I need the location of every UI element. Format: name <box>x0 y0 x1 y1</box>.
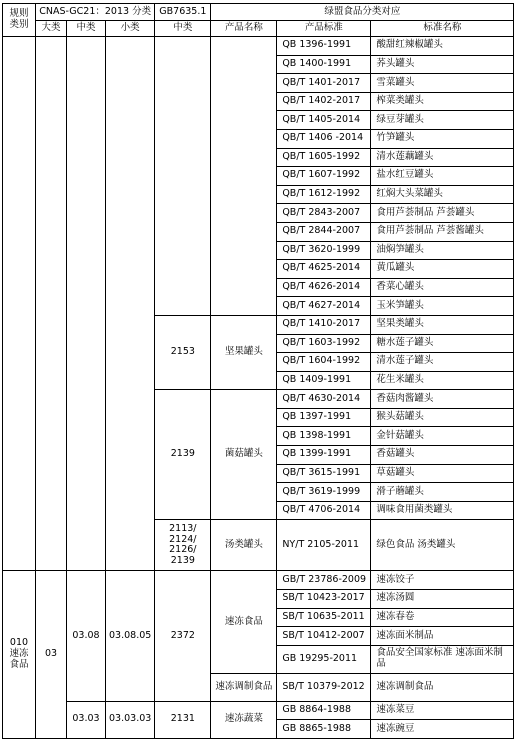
minor-cell <box>106 701 155 738</box>
minor-cell <box>106 571 155 701</box>
standard-name-cell-text: 速冻汤圆 <box>376 592 415 604</box>
standard-code-cell <box>277 204 371 223</box>
standard-code-cell-text: QB/T 1605-1992 <box>282 150 361 162</box>
standard-code-cell <box>277 483 371 502</box>
standard-name-cell <box>371 408 514 427</box>
standard-code-cell <box>277 446 371 465</box>
standard-code-cell <box>277 645 371 673</box>
middle-cell-text: 03.03 <box>72 713 100 725</box>
standard-name-cell-text: 速冻春卷 <box>376 610 415 622</box>
standard-name-cell <box>371 446 514 465</box>
standard-code-cell-text: QB/T 1401-2017 <box>282 76 361 88</box>
standard-code-cell <box>277 315 371 334</box>
standard-name-cell-text: 盐水红豆罐头 <box>376 169 434 181</box>
standard-code-cell <box>277 673 371 701</box>
major-cell-text: 03 <box>44 648 58 660</box>
header-row-2 <box>3 21 514 37</box>
standard-code-cell-text: QB/T 1604-1992 <box>282 355 361 367</box>
standard-name-cell-text: 食品安全国家标准 速冻面米制品 <box>376 647 503 670</box>
standard-code-cell-text: GB 8864-1988 <box>282 704 352 716</box>
standard-name-cell-text: 坚果类罐头 <box>376 318 424 330</box>
standard-name-cell-text: 绿色食品 汤类罐头 <box>376 538 456 550</box>
middle-cell-text: 03.08 <box>72 629 100 641</box>
standard-name-cell <box>371 501 514 520</box>
table-row <box>3 37 514 56</box>
standard-name-cell <box>371 673 514 701</box>
standard-name-cell-text: 调味食用菌类罐头 <box>376 504 453 516</box>
standard-code-cell <box>277 129 371 148</box>
standard-code-cell <box>277 278 371 297</box>
standard-code-cell <box>277 222 371 241</box>
product-name-cell <box>211 520 277 571</box>
standard-name-cell <box>371 627 514 646</box>
standard-code-cell-text: QB/T 2844-2007 <box>282 225 361 237</box>
standard-code-cell <box>277 241 371 260</box>
standard-code-cell <box>277 501 371 520</box>
product-name-cell-text: 速冻食品 <box>224 615 263 627</box>
standard-name-cell <box>371 185 514 204</box>
standard-name-cell <box>371 720 514 739</box>
standard-code-cell <box>277 408 371 427</box>
standard-name-cell <box>371 390 514 409</box>
standard-name-cell <box>371 129 514 148</box>
header-green: 绿盟食品分类对应 <box>211 4 514 21</box>
standard-name-cell-text: 竹笋罐头 <box>376 132 415 144</box>
standard-name-cell <box>371 334 514 353</box>
standard-code-cell-text: QB/T 3619-1999 <box>282 485 361 497</box>
gb-middle-cell <box>155 315 211 389</box>
standard-code-cell <box>277 37 371 56</box>
standard-code-cell-text: SB/T 10635-2011 <box>282 610 365 622</box>
standard-name-cell <box>371 92 514 111</box>
product-name-cell <box>211 315 277 389</box>
standard-code-cell-text: QB/T 1405-2014 <box>282 113 361 125</box>
standard-name-cell-text: 糖水莲子罐头 <box>376 336 434 348</box>
standard-code-cell <box>277 390 371 409</box>
gb-middle-cell-text: 2153 <box>170 346 195 358</box>
standard-name-cell-text: 食用芦荟制品 芦荟酱罐头 <box>376 225 484 237</box>
standard-name-cell <box>371 74 514 93</box>
product-name-cell-text: 速冻调制食品 <box>215 680 273 692</box>
standard-name-cell-text: 香菇肉酱罐头 <box>376 392 434 404</box>
standard-code-cell <box>277 297 371 316</box>
standard-code-cell-text: SB/T 10379-2012 <box>282 680 365 692</box>
standard-code-cell <box>277 334 371 353</box>
standard-code-cell <box>277 148 371 167</box>
gb-middle-cell-text: 2131 <box>170 713 195 725</box>
standard-name-cell-text: 清水莲子罐头 <box>376 355 434 367</box>
standard-name-cell <box>371 111 514 130</box>
standard-name-cell-text: 速冻豌豆 <box>376 722 415 734</box>
gb-middle-cell <box>155 390 211 520</box>
rule-category-cell <box>3 37 36 571</box>
standard-name-cell <box>371 241 514 260</box>
standard-name-cell <box>371 645 514 673</box>
standard-name-cell <box>371 608 514 627</box>
standard-code-cell-text: QB/T 3615-1991 <box>282 466 361 478</box>
standard-code-cell-text: QB/T 2843-2007 <box>282 206 361 218</box>
standard-name-cell <box>371 167 514 186</box>
standard-code-cell-text: QB 1400-1991 <box>282 57 352 69</box>
standard-code-cell-text: QB/T 1603-1992 <box>282 336 361 348</box>
standard-code-cell-text: QB 1397-1991 <box>282 411 352 423</box>
gb-middle-cell <box>155 37 211 316</box>
standard-name-cell <box>371 278 514 297</box>
standard-name-cell-text: 金针菇罐头 <box>376 429 424 441</box>
standard-name-cell <box>371 297 514 316</box>
header-product-name: 产品名称 <box>211 21 277 37</box>
product-name-cell <box>211 571 277 673</box>
standard-name-cell <box>371 571 514 590</box>
header-row-1 <box>3 4 514 21</box>
standard-code-cell <box>277 464 371 483</box>
standard-name-cell <box>371 222 514 241</box>
standard-code-cell <box>277 520 371 571</box>
standard-name-cell-text: 黄瓜罐头 <box>376 262 415 274</box>
product-name-cell-text: 坚果罐头 <box>224 346 263 358</box>
header-cnas: CNAS-GC21：2013 分类 <box>36 4 155 21</box>
standard-name-cell-text: 雪菜罐头 <box>376 76 415 88</box>
standard-code-cell <box>277 260 371 279</box>
standard-code-cell <box>277 185 371 204</box>
standard-name-cell <box>371 148 514 167</box>
standard-code-cell <box>277 427 371 446</box>
standard-code-cell-text: SB/T 10423-2017 <box>282 592 365 604</box>
standard-code-cell-text: GB/T 23786-2009 <box>282 573 367 585</box>
rule-category-cell <box>3 571 36 739</box>
standard-name-cell-text: 玉米笋罐头 <box>376 299 424 311</box>
standard-code-cell <box>277 720 371 739</box>
gb-middle-cell-text: 2139 <box>170 448 195 460</box>
standard-code-cell-text: QB/T 4706-2014 <box>282 504 361 516</box>
standard-name-cell <box>371 55 514 74</box>
standard-name-cell <box>371 371 514 390</box>
standard-code-cell-text: QB 1409-1991 <box>282 374 352 386</box>
header-minor: 小类 <box>106 21 155 37</box>
product-name-cell-text: 速冻蔬菜 <box>224 713 263 725</box>
page <box>2 3 514 739</box>
standard-name-cell-text: 草菇罐头 <box>376 466 415 478</box>
standard-name-cell <box>371 520 514 571</box>
gb-middle-cell <box>155 571 211 701</box>
minor-cell-text: 03.03.03 <box>109 713 152 725</box>
standard-code-cell <box>277 608 371 627</box>
standard-code-cell <box>277 92 371 111</box>
standard-code-cell-text: QB/T 3620-1999 <box>282 243 361 255</box>
standard-name-cell-text: 油焖笋罐头 <box>376 243 424 255</box>
standard-name-cell <box>371 204 514 223</box>
standard-code-cell-text: QB/T 4625-2014 <box>282 262 361 274</box>
header-rule-category: 规则 类别 <box>3 4 36 37</box>
minor-cell-text: 03.08.05 <box>109 629 152 641</box>
standard-name-cell-text: 猴头菇罐头 <box>376 411 424 423</box>
standard-name-cell-text: 食用芦荟制品 芦荟罐头 <box>376 206 475 218</box>
standard-name-cell-text: 速冻菜豆 <box>376 704 415 716</box>
standard-code-cell-text: GB 19295-2011 <box>282 652 358 664</box>
standard-name-cell-text: 红焖大头菜罐头 <box>376 188 443 200</box>
product-name-cell-text: 汤类罐头 <box>224 538 263 550</box>
standard-name-cell-text: 绿豆芽罐头 <box>376 113 424 125</box>
standard-code-cell-text: QB/T 1612-1992 <box>282 188 361 200</box>
standard-code-cell-text: QB/T 1410-2017 <box>282 318 361 330</box>
standard-name-cell <box>371 427 514 446</box>
standard-code-cell-text: QB/T 4626-2014 <box>282 281 361 293</box>
standard-name-cell <box>371 701 514 720</box>
major-cell <box>36 37 67 571</box>
middle-cell <box>67 571 106 701</box>
product-name-cell <box>211 37 277 316</box>
standard-code-cell-text: GB 8865-1988 <box>282 722 352 734</box>
product-name-cell <box>211 673 277 701</box>
gb-middle-cell-text: 2372 <box>170 629 195 641</box>
standard-code-cell-text: QB/T 4627-2014 <box>282 299 361 311</box>
middle-cell <box>67 701 106 738</box>
standard-name-cell <box>371 315 514 334</box>
gb-middle-cell-text: 2113/ 2124/ 2126/ 2139 <box>169 522 197 567</box>
standard-name-cell-text: 香菜心罐头 <box>376 281 424 293</box>
header-standard-name: 标准名称 <box>371 21 514 37</box>
standard-name-cell-text: 花生米罐头 <box>376 374 424 386</box>
standard-name-cell <box>371 590 514 609</box>
table-row <box>3 571 514 590</box>
standard-code-cell <box>277 371 371 390</box>
standard-name-cell-text: 酸甜红辣椒罐头 <box>376 39 443 51</box>
header-gb-middle: 中类 <box>155 21 211 37</box>
standard-name-cell-text: 速冻面米制品 <box>376 629 434 641</box>
product-name-cell <box>211 390 277 520</box>
standard-name-cell-text: 荞头罐头 <box>376 57 415 69</box>
standard-name-cell <box>371 37 514 56</box>
standard-code-cell <box>277 627 371 646</box>
standard-name-cell-text: 速冻调制食品 <box>376 680 434 692</box>
standard-code-cell-text: QB/T 1402-2017 <box>282 95 361 107</box>
classification-table <box>2 3 514 739</box>
standard-code-cell-text: QB/T 1607-1992 <box>282 169 361 181</box>
standard-code-cell <box>277 353 371 372</box>
standard-code-cell <box>277 111 371 130</box>
standard-name-cell <box>371 353 514 372</box>
standard-code-cell-text: QB/T 1406 -2014 <box>282 132 364 144</box>
standard-code-cell <box>277 74 371 93</box>
standard-code-cell <box>277 701 371 720</box>
minor-cell <box>106 37 155 571</box>
product-name-cell <box>211 701 277 738</box>
standard-name-cell-text: 速冻饺子 <box>376 573 415 585</box>
standard-name-cell-text: 榨菜类罐头 <box>376 95 424 107</box>
product-name-cell-text: 菌菇罐头 <box>224 448 263 460</box>
header-product-standard: 产品标准 <box>277 21 371 37</box>
table-row <box>3 701 514 720</box>
gb-middle-cell <box>155 701 211 738</box>
standard-name-cell-text: 清水莲藕罐头 <box>376 150 434 162</box>
standard-code-cell <box>277 167 371 186</box>
rule-category-cell-text: 010 速冻 食品 <box>9 637 29 671</box>
standard-name-cell <box>371 483 514 502</box>
standard-code-cell <box>277 55 371 74</box>
standard-code-cell-text: QB/T 4630-2014 <box>282 392 361 404</box>
standard-code-cell-text: NY/T 2105-2011 <box>282 538 360 550</box>
standard-name-cell-text: 香菇罐头 <box>376 448 415 460</box>
standard-name-cell-text: 滑子蘑罐头 <box>376 485 424 497</box>
standard-code-cell-text: QB 1399-1991 <box>282 448 352 460</box>
middle-cell <box>67 37 106 571</box>
standard-name-cell <box>371 464 514 483</box>
gb-middle-cell <box>155 520 211 571</box>
header-middle: 中类 <box>67 21 106 37</box>
standard-name-cell <box>371 260 514 279</box>
standard-code-cell <box>277 590 371 609</box>
standard-code-cell-text: SB/T 10412-2007 <box>282 629 365 641</box>
header-major: 大类 <box>36 21 67 37</box>
standard-code-cell-text: QB 1396-1991 <box>282 39 352 51</box>
major-cell <box>36 571 67 739</box>
header-gb: GB7635.1 <box>155 4 211 21</box>
standard-code-cell <box>277 571 371 590</box>
standard-code-cell-text: QB 1398-1991 <box>282 429 352 441</box>
